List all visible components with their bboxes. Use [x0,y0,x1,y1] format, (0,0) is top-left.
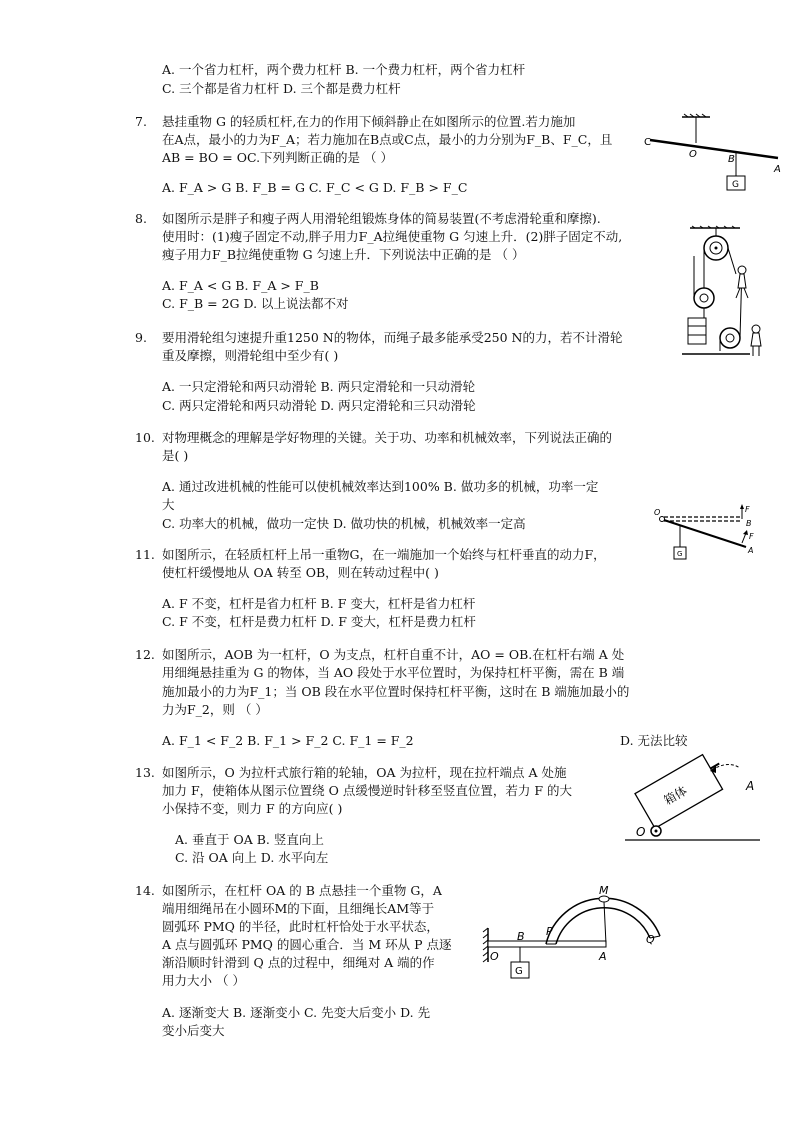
lever-figure-q7 [640,114,785,196]
label-F-bottom: F [749,532,754,541]
option-line: C. F_B = 2G D. 以上说法都不对 [162,296,349,311]
option-line: A. 垂直于 OA B. 竖直向上 [175,832,324,847]
label-A: A [746,779,755,793]
label-M: M [599,884,609,897]
question-text-line: 重及摩擦，则滑轮组中至少有( ) [162,348,339,363]
question-text-line: 是( ) [162,448,189,463]
question-text-line: AB = BO = OC.下列判断正确的是 （ ） [162,150,394,165]
label-B: B [746,519,752,528]
option-line: A. F_A < G B. F_A > F_B [162,278,319,293]
option-line: A. 一只定滑轮和两只动滑轮 B. 两只定滑轮和一只动滑轮 [162,379,476,394]
question-number: 14. [135,883,155,898]
label-A: A [774,164,781,175]
question-number: 8. [135,211,147,226]
question-number: 9. [135,330,147,345]
option-line: C. 功率大的机械，做功一定快 D. 做功快的机械，机械效率一定高 [162,516,526,531]
label-O: O [689,149,697,160]
question-text-line: 对物理概念的理解是学好物理的关键。关于功、功率和机械效率，下列说法正确的 [162,430,613,445]
question-text-line: 如图所示，在杠杆 OA 的 B 点悬挂一个重物 G，A [162,883,442,898]
label-G: G [515,966,523,977]
option-line: 大 [162,497,175,512]
option-line: C. 两只定滑轮和两只动滑轮 D. 两只定滑轮和三只动滑轮 [162,398,476,413]
suitcase-label: 箱体 [661,783,690,808]
label-O: O [490,950,499,963]
suitcase-figure-q13 [620,760,770,845]
question-text-line: 在A点，最小的力为F_A；若力施加在B点或C点，最小的力分别为F_B、F_C，且 [162,132,613,147]
question-number: 11. [135,547,155,562]
option-line: 变小后变大 [162,1023,225,1038]
question-text-line: 如图所示是胖子和瘦子两人用滑轮组锻炼身体的简易装置(不考虑滑轮重和摩擦). [162,211,601,226]
label-Q: Q [646,933,655,946]
option-line: A. F 不变，杠杆是省力杠杆 B. F 变大，杠杆是省力杠杆 [162,596,476,611]
question-text-line: 如图所示，AOB 为一杠杆，O 为支点，杠杆自重不计，AO = OB.在杠杆右端 A 处 [162,647,625,662]
question-text-line: 渐沿顺时针滑到 Q 点的过程中，细绳对 A 端的作 [162,955,435,970]
question-text-line: 用力大小 （ ） [162,973,245,988]
label-P: P [546,925,553,938]
question-text-line: 力为F_2，则 （ ） [162,702,268,717]
option-line: C. F 不变，杠杆是费力杠杆 D. F 变大，杠杆是费力杠杆 [162,614,476,629]
question-text-line: 圆弧环 PMQ 的半径，此时杠杆恰处于水平状态， [162,919,439,934]
option-line: A. F_1 < F_2 B. F_1 > F_2 C. F_1 = F_2 [162,733,414,748]
question-text-line: 使用时：(1)瘦子固定不动,胖子用力F_A拉绳使重物 G 匀速上升．(2)胖子固定不动, [162,229,623,244]
question-text-line: 瘦子用力F_B拉绳使重物 G 匀速上升．下列说法中正确的是 （ ） [162,247,525,262]
arc-lever-figure-q14 [480,880,670,990]
question-number: 7. [135,114,147,129]
lever-figure-q11 [650,503,760,565]
option-line: A. F_A > G B. F_B = G C. F_C < G D. F_B > F_C [162,180,468,195]
label-A: A [599,950,607,963]
label-O: O [654,508,661,517]
question-text-line: 施加最小的力为F_1；当 OB 段在水平位置时保持杠杆平衡，这时在 B 端施加最小的 [162,684,630,699]
question-text-line: 小保持不变，则力 F 的方向应( ) [162,801,343,816]
option-line: A. 逐渐变大 B. 逐渐变小 C. 先变大后变小 D. 先 [162,1005,431,1020]
question-number: 10. [135,430,155,445]
option-d-clipped [620,733,688,748]
question-text-line: 用细绳悬挂重为 G 的物体，当 AO 段处于水平位置时，为保持杠杆平衡，需在 B 端 [162,665,625,680]
label-F-top: F [745,505,750,514]
question-text-line: 端用细绳吊在小圆环M的下面，且细绳长AM等于 [162,901,435,916]
label-G: G [677,550,683,558]
question-text-line: 如图所示，在轻质杠杆上吊一重物G，在一端施加一个始终与杠杆垂直的动力F， [162,547,606,562]
question-text-line: 悬挂重物 G 的轻质杠杆,在力的作用下倾斜静止在如图所示的位置.若力施加 [162,114,576,129]
label-C: C [644,137,651,148]
option-line: A. 通过改进机械的性能可以使机械效率达到100% B. 做功多的机械，功率一定 [162,479,599,494]
question-number: 12. [135,647,155,662]
label-O: O [636,825,646,839]
label-A: A [748,546,754,555]
label-B: B [517,930,525,943]
top-option-line-2: C. 三个都是省力杠杆 D. 三个都是费力杠杆 [162,81,401,96]
label-B: B [728,154,735,165]
question-text-line: 使杠杆缓慢地从 OA 转至 OB，则在转动过程中( ) [162,565,439,580]
question-text-line: 要用滑轮组匀速提升重1250 N的物体，而绳子最多能承受250 N的力，若不计滑轮 [162,330,623,345]
option-text: D. 无法比较 [620,733,688,748]
pulley-figure-q8 [680,226,775,361]
question-text-line: A 点与圆弧环 PMQ 的圆心重合．当 M 环从 P 点逐 [162,937,452,952]
label-G: G [732,180,739,190]
question-text-line: 如图所示，O 为拉杆式旅行箱的轮轴，OA 为拉杆，现在拉杆端点 A 处施 [162,765,567,780]
top-option-line-1: A. 一个省力杠杆，两个费力杠杆 B. 一个费力杠杆，两个省力杠杆 [162,62,526,77]
option-line: C. 沿 OA 向上 D. 水平向左 [175,850,329,865]
question-text-line: 加力 F，使箱体从图示位置绕 O 点缓慢逆时针移至竖直位置，若力 F 的大 [162,783,572,798]
question-number: 13. [135,765,155,780]
